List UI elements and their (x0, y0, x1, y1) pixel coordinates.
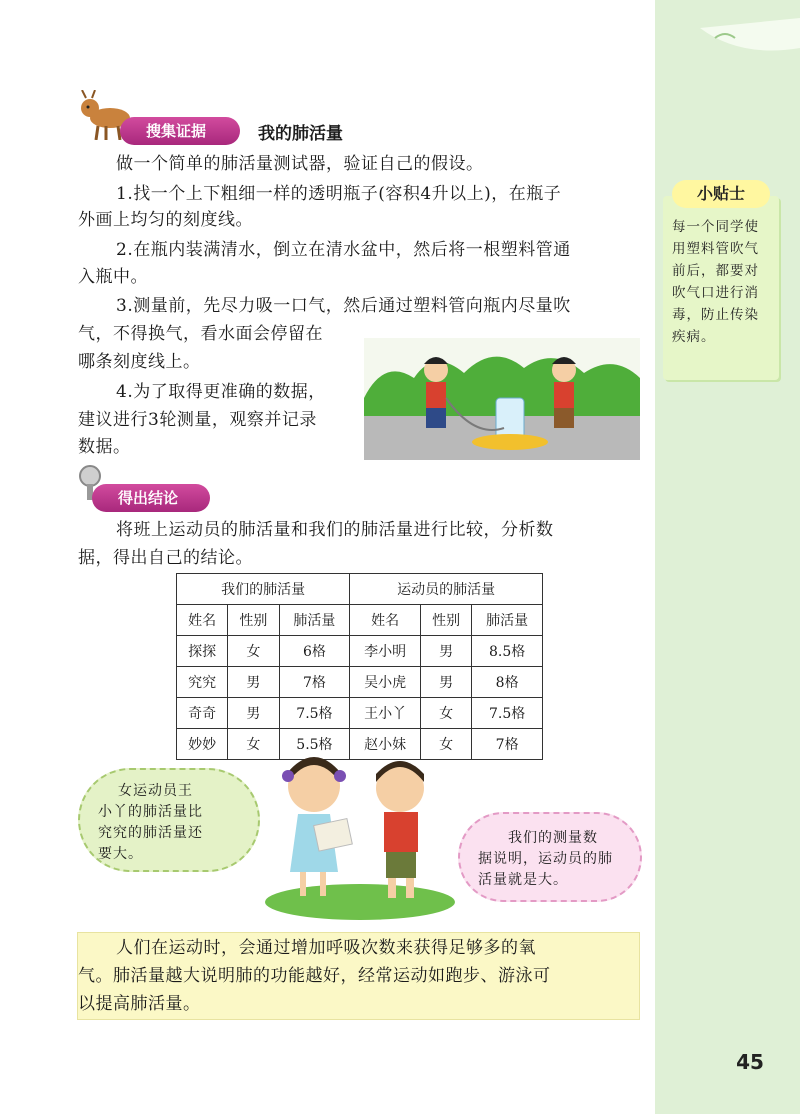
lung-capacity-table (176, 573, 543, 760)
table-cell: 男 (228, 698, 279, 729)
table-cell: 吴小虎 (350, 667, 421, 698)
table-cell: 6格 (279, 636, 350, 667)
table-cell: 奇奇 (177, 698, 228, 729)
lung-test-illustration (364, 338, 640, 460)
step3-line2: 气，不得换气，看水面会停留在 (78, 324, 323, 344)
bubble-right-line2: 据说明，运动员的肺 (478, 851, 613, 867)
table-cell: 女 (228, 729, 279, 760)
table-cell: 女 (228, 636, 279, 667)
tip-title: 小贴士 (672, 180, 770, 208)
bubble-right-line3: 活量就是大。 (478, 872, 568, 888)
conclusion-line1: 将班上运动员的肺活量和我们的肺活量进行比较，分析数 (116, 520, 554, 540)
right-sidebar (655, 0, 800, 1114)
table-row (177, 698, 543, 729)
table-cell: 王小丫 (350, 698, 421, 729)
conclusion-line2: 据，得出自己的结论。 (78, 548, 253, 568)
table-cell: 8格 (472, 667, 543, 698)
table-cell: 男 (420, 667, 471, 698)
table-cell: 7格 (279, 667, 350, 698)
bubble-left-line2: 小丫的肺活量比 (98, 804, 203, 820)
table-header: 肺活量 (279, 605, 350, 636)
table-cell: 妙妙 (177, 729, 228, 760)
table-header: 肺活量 (472, 605, 543, 636)
section-title: 我的肺活量 (258, 124, 343, 144)
table-cell: 8.5格 (472, 636, 543, 667)
table-header: 姓名 (350, 605, 421, 636)
page-number: 45 (736, 1050, 764, 1074)
step2-line2: 入瓶中。 (78, 267, 148, 287)
table-cell: 李小明 (350, 636, 421, 667)
bubble-left-line4: 要大。 (98, 846, 143, 862)
step2-line1: 2.在瓶内装满清水，倒立在清水盆中，然后将一根塑料管通 (116, 240, 571, 260)
badge-conclusion: 得出结论 (92, 484, 210, 512)
intro-text: 做一个简单的肺活量测试器，验证自己的假设。 (116, 154, 484, 174)
table-cell: 5.5格 (279, 729, 350, 760)
table-cell: 女 (420, 729, 471, 760)
table-cell: 7.5格 (279, 698, 350, 729)
bubble-left-line3: 究究的肺活量还 (98, 825, 203, 841)
step1-line2: 外画上均匀的刻度线。 (78, 210, 253, 230)
page-corner-decoration (700, 18, 800, 78)
badge-collect-evidence: 搜集证据 (120, 117, 240, 145)
step3-line1: 3.测量前，先尽力吸一口气，然后通过塑料管向瓶内尽量吹 (116, 296, 571, 316)
table-header: 姓名 (177, 605, 228, 636)
table-cell: 探探 (177, 636, 228, 667)
summary-line1: 人们在运动时，会通过增加呼吸次数来获得足够多的氧 (116, 938, 536, 958)
table-header: 性别 (228, 605, 279, 636)
table-cell: 女 (420, 698, 471, 729)
table-cell: 赵小妹 (350, 729, 421, 760)
tip-text: 每一个同学使用塑料管吹气前后，都要对吹气口进行消毒，防止传染疾病。 (672, 219, 759, 345)
table-cell: 男 (228, 667, 279, 698)
summary-line3: 以提高肺活量。 (78, 994, 201, 1014)
table-cell: 7.5格 (472, 698, 543, 729)
step4-line3: 数据。 (78, 437, 131, 457)
step3-line3: 哪条刻度线上。 (78, 352, 201, 372)
table-row (177, 667, 543, 698)
bubble-right-line1: 我们的测量数 (508, 830, 598, 846)
children-illustration (262, 752, 458, 922)
bubble-left-line1: 女运动员王 (118, 783, 193, 799)
table-cell: 7格 (472, 729, 543, 760)
table-group-header: 运动员的肺活量 (350, 574, 543, 605)
table-header: 性别 (420, 605, 471, 636)
table-row (177, 636, 543, 667)
table-cell: 男 (420, 636, 471, 667)
step4-line2: 建议进行3轮测量，观察并记录 (78, 410, 317, 430)
summary-line2: 气。肺活量越大说明肺的功能越好，经常运动如跑步、游泳可 (78, 966, 551, 986)
step4-line1: 4.为了取得更准确的数据， (116, 382, 326, 402)
step1-line1: 1.找一个上下粗细一样的透明瓶子(容积4升以上)，在瓶子 (116, 184, 562, 204)
table-cell: 究究 (177, 667, 228, 698)
table-group-header: 我们的肺活量 (177, 574, 350, 605)
